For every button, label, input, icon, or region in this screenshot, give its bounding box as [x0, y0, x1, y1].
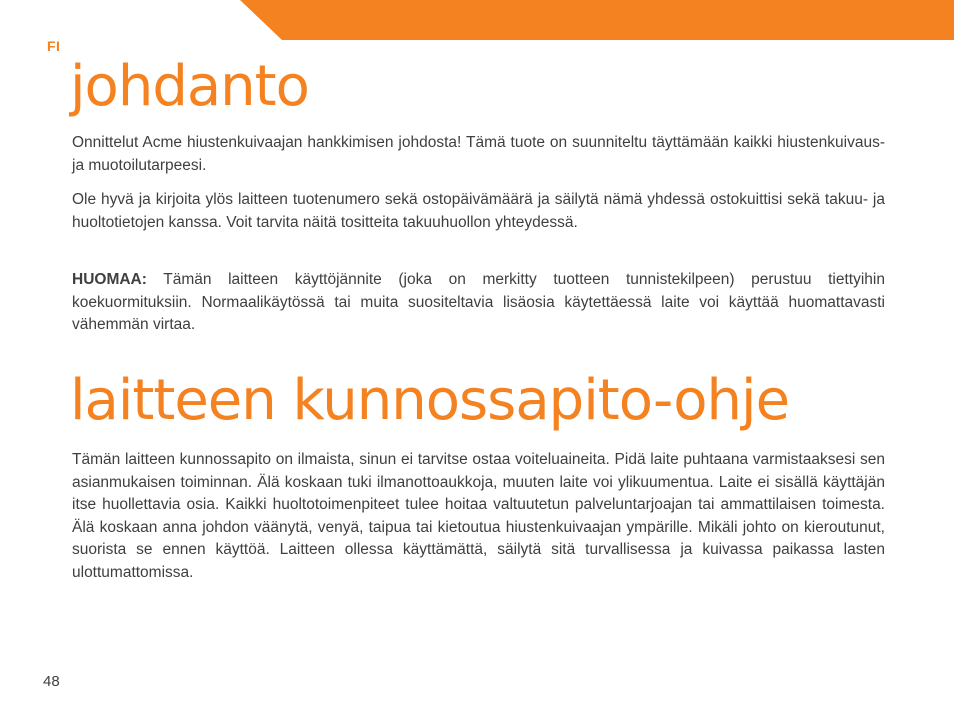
intro-paragraph-record-keeping: Ole hyvä ja kirjoita ylös laitteen tuotenumero sekä ostopäivämäärä ja säilytä nämä yhdessä ostokuittisi sekä takuu- ja huoltotietojen kanssa. Voit tarvita näitä tositteita takuuhuollon yhteydessä.: [72, 191, 885, 231]
language-label: FI: [47, 38, 61, 54]
intro-paragraph-congrats: Onnittelut Acme hiustenkuivaajan hankkimisen johdosta! Tämä tuote on suunniteltu täyttämään kaikki hiustenkuivaus- ja muotoilutarpeesi.: [72, 134, 885, 174]
orange-banner-shape: [240, 0, 954, 40]
intro-heading: johdanto: [70, 54, 309, 119]
page-number: 48: [43, 673, 60, 690]
note-label: HUOMAA:: [72, 271, 147, 288]
maintenance-paragraph: Tämän laitteen kunnossapito on ilmaista, sinun ei tarvitse ostaa voiteluaineita. Pidä laite puhtaana varmistaaksesi sen asianmukaisen toiminnan. Älä koskaan tuki ilmanottoaukkoja, muuten laite voi ylikuumentua. Laite ei sisällä käyttäjän itse huollettavia osia. Kaikki huoltotoimenpiteet tulee hoitaa valtuutetun palveluntarjoajan tai ammattilaisen toimesta. Älä koskaan anna johdon väänytä, venyä, taipua tai kietoutua hiustenkuivaajan ympärille. Mikäli johto on kieroutunut, suorista se ennen käyttöä. Laitteen ollessa käyttämättä, säilytä sitä turvallisessa ja kuivassa paikassa lasten ulottumattomissa.: [72, 451, 885, 581]
header-accent-band: [0, 0, 954, 40]
maintenance-heading: laitteen kunnossapito-ohje: [70, 368, 790, 433]
note-text: Tämän laitteen käyttöjännite (joka on merkitty tuotteen tunnistekilpeen) perustuu tiettyihin koekuormituksiin. Normaalikäytössä tai muita suositeltavia lisäosia käytettäessä laite voi käyttää huomattavasti vähemmän virtaa.: [72, 271, 885, 333]
intro-note-paragraph: [72, 269, 885, 337]
